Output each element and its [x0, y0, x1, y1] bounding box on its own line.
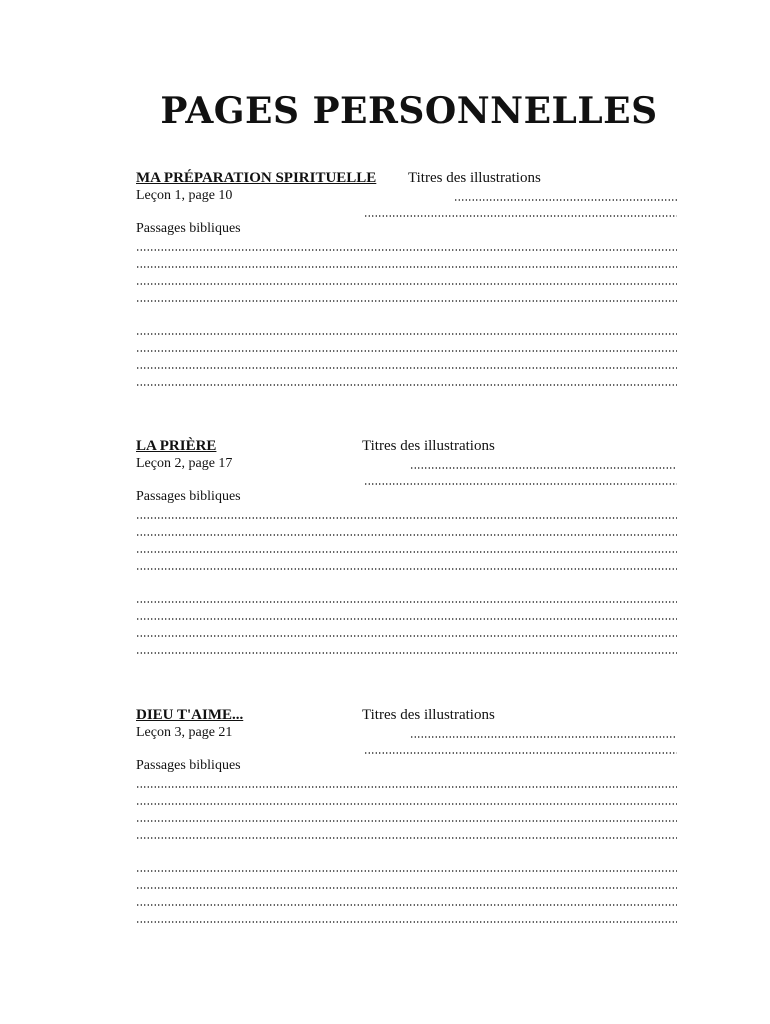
passage-line[interactable] [136, 601, 677, 603]
passage-line[interactable] [136, 820, 677, 822]
passage-line[interactable] [136, 551, 677, 553]
section-heading: DIEU T'AIME... [136, 707, 244, 723]
illustration-title-line[interactable] [364, 215, 677, 217]
illustrations-label: Titres des illustrations [362, 707, 495, 723]
passage-line[interactable] [136, 870, 677, 872]
section-heading: LA PRIÈRE [136, 438, 217, 454]
passage-line[interactable] [136, 568, 677, 570]
passage-line[interactable] [136, 350, 677, 352]
passage-line[interactable] [136, 904, 677, 906]
illustrations-label: Titres des illustrations [408, 170, 541, 186]
passage-line[interactable] [136, 618, 677, 620]
page-title: PAGES PERSONNELLES [160, 90, 658, 132]
passage-line[interactable] [136, 786, 677, 788]
passages-label: Passages bibliques [136, 758, 241, 773]
passage-line[interactable] [136, 283, 677, 285]
passage-line[interactable] [136, 534, 677, 536]
illustration-title-line[interactable] [454, 199, 677, 201]
passage-line[interactable] [136, 887, 677, 889]
passage-line[interactable] [136, 837, 677, 839]
passage-line[interactable] [136, 300, 677, 302]
lesson-reference: Leçon 2, page 17 [136, 456, 233, 471]
passage-line[interactable] [136, 921, 677, 923]
illustration-title-line[interactable] [364, 483, 677, 485]
illustration-title-line[interactable] [410, 736, 677, 738]
passage-line[interactable] [136, 367, 677, 369]
passage-line[interactable] [136, 803, 677, 805]
section-la-priere [136, 438, 677, 668]
section-heading: MA PRÉPARATION SPIRITUELLE [136, 170, 377, 186]
passages-label: Passages bibliques [136, 489, 241, 504]
passage-line[interactable] [136, 249, 677, 251]
passage-line[interactable] [136, 266, 677, 268]
passage-line[interactable] [136, 635, 677, 637]
passage-line[interactable] [136, 384, 677, 386]
illustrations-label: Titres des illustrations [362, 438, 495, 454]
lesson-reference: Leçon 3, page 21 [136, 725, 233, 740]
illustration-title-line[interactable] [410, 467, 677, 469]
passage-line[interactable] [136, 652, 677, 654]
lesson-reference: Leçon 1, page 10 [136, 188, 233, 203]
passage-line[interactable] [136, 333, 677, 335]
section-dieu-taime [136, 707, 677, 937]
section-preparation-spirituelle [136, 170, 677, 400]
passage-line[interactable] [136, 517, 677, 519]
illustration-title-line[interactable] [364, 752, 677, 754]
passages-label: Passages bibliques [136, 221, 241, 236]
